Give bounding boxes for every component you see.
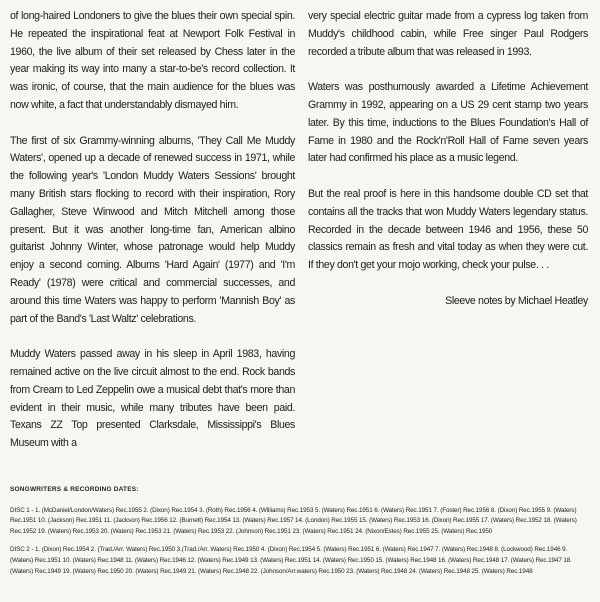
- right-text-column: [308, 8, 588, 328]
- disc1-credits: DISC 1 - 1. (McDaniel/London/Waters) Rec.1955 2. (Dixon) Rec.1954 3. (Roth) Rec.1956 4. (Williams) Rec.1953 5. (Waters) Rec.1951 6. (Waters) Rec.1951 7. (Foster) Rec.1956 8. (Dixon) Rec.1955 9. (Waters) Rec.1951 10. (Jackson) Rec.1951 11. (Jackson) Rec.1956 12. (Burnett) Rec.1954 13. (Waters) Rec.1957 14. (London) Rec.1955 15. (Waters) Rec.1953 16. (Dixon) Rec.1955 17. (Waters) Rec.1952 18. (Waters) Rec.1952 19. (Waters) Rec.1953 20. (Waters) Rec.1953 21. (Waters) Rec.1953 22. (Johnson) Rec.1951 23. (Waters) Rec.1951 24. (Nixon/Estes) Rec.1955 25. (Waters) Rec.1950: [10, 506, 577, 535]
- left-text-column: [10, 8, 295, 471]
- paragraph: Waters was posthumously awarded a Lifetime Achievement Grammy in 1992, appearing on a US 29 cent stamp two years later. By this time, inductions to the Blues Foundation's Hall of Fame in 1980 and the Rock'n'Roll Hall of Fame seven years later had confirmed his place as a music legend.: [308, 81, 588, 165]
- sleeve-notes-credit: Sleeve notes by Michael Heatley: [445, 294, 588, 307]
- songwriter-credits: [10, 485, 588, 585]
- paragraph: The first of six Grammy-winning albums, 'They Call Me Muddy Waters', opened up a decade of renewed success in 1971, while the following year's 'London Muddy Waters Sessions' brought many British stars flocking to record with their inspiration, Rory Gallagher, Steve Winwood and Mitch Mitchell among those present. But it was another long-time fan, American albino guitarist Johnny Winter, whose patronage would help Muddy enjoy a second coming. Albums 'Hard Again' (1977) and 'I'm Ready' (1978) were critical and commercial successes, and around this time Waters was happy to perform 'Mannish Boy' as part of the Band's 'Last Waltz' celebrations.: [10, 134, 295, 325]
- paragraph: of long-haired Londoners to give the blues their own special spin. He repeated the inspirational feat at Newport Folk Festival in 1960, the live album of their set released by Chess later in the year making its way into many a star-to-be's record collection. It was ironic, of course, that the main audience for the blues was now white, a fact that understandably dismayed him.: [10, 10, 295, 111]
- paragraph: Muddy Waters passed away in his sleep in April 1983, having remained active on the live circuit almost to the end. Rock bands from Cream to Led Zeppelin owe a musical debt that's more than evident in their music, while many tributes have been paid. Texans ZZ Top presented Clarksdale, Mississippi's Blues Museum with a: [10, 348, 295, 450]
- disc2-credits: DISC 2 - 1. (Dixon) Rec.1954 2. (Trad./Arr. Waters) Rec.1950 3.(Trad./Arr. Waters) Rec.1950 4. (Dixon) Rec.1954 5. (Waters) Rec.1951 6. (Waters) Rec.1947 7. (Waters) Rec.1948 8. (Lockwood) Rec.1946 9. (Waters) Rec.1951 10. (Waters) Rec.1948 11. (Waters) Rec.1946 12. (Waters) Rec.1949 13. (Waters) Rec.1951 14. (Waters) Rec.1950 15. (Waters) Rec.1948 16. (Waters) Rec.1948 17. (Waters) Rec.1947 18. (Waters) Rec.1949 19. (Waters) Rec.1950 20. (Waters) Rec.1949 21. (Waters) Rec.1948 22. (Johnson/Arr.waters) Rec.1950 23. (Waters) Rec.1948 24. (Waters) Rec.1948 25. (Waters) Rec.1948: [10, 546, 572, 575]
- paragraph: very special electric guitar made from a cypress log taken from Muddy's childhood cabin, while Free singer Paul Rodgers recorded a tribute album that was released in 1993.: [308, 10, 588, 58]
- credits-heading: SONGWRITERS & RECORDING DATES:: [10, 486, 139, 493]
- paragraph: But the real proof is here in this handsome double CD set that contains all the tracks that won Muddy Waters legendary status. Recorded in the decade between 1946 and 1956, these 50 classics remain as fresh and vital today as when they were cut. If they don't get your mojo working, check your pulse. . .: [308, 187, 588, 272]
